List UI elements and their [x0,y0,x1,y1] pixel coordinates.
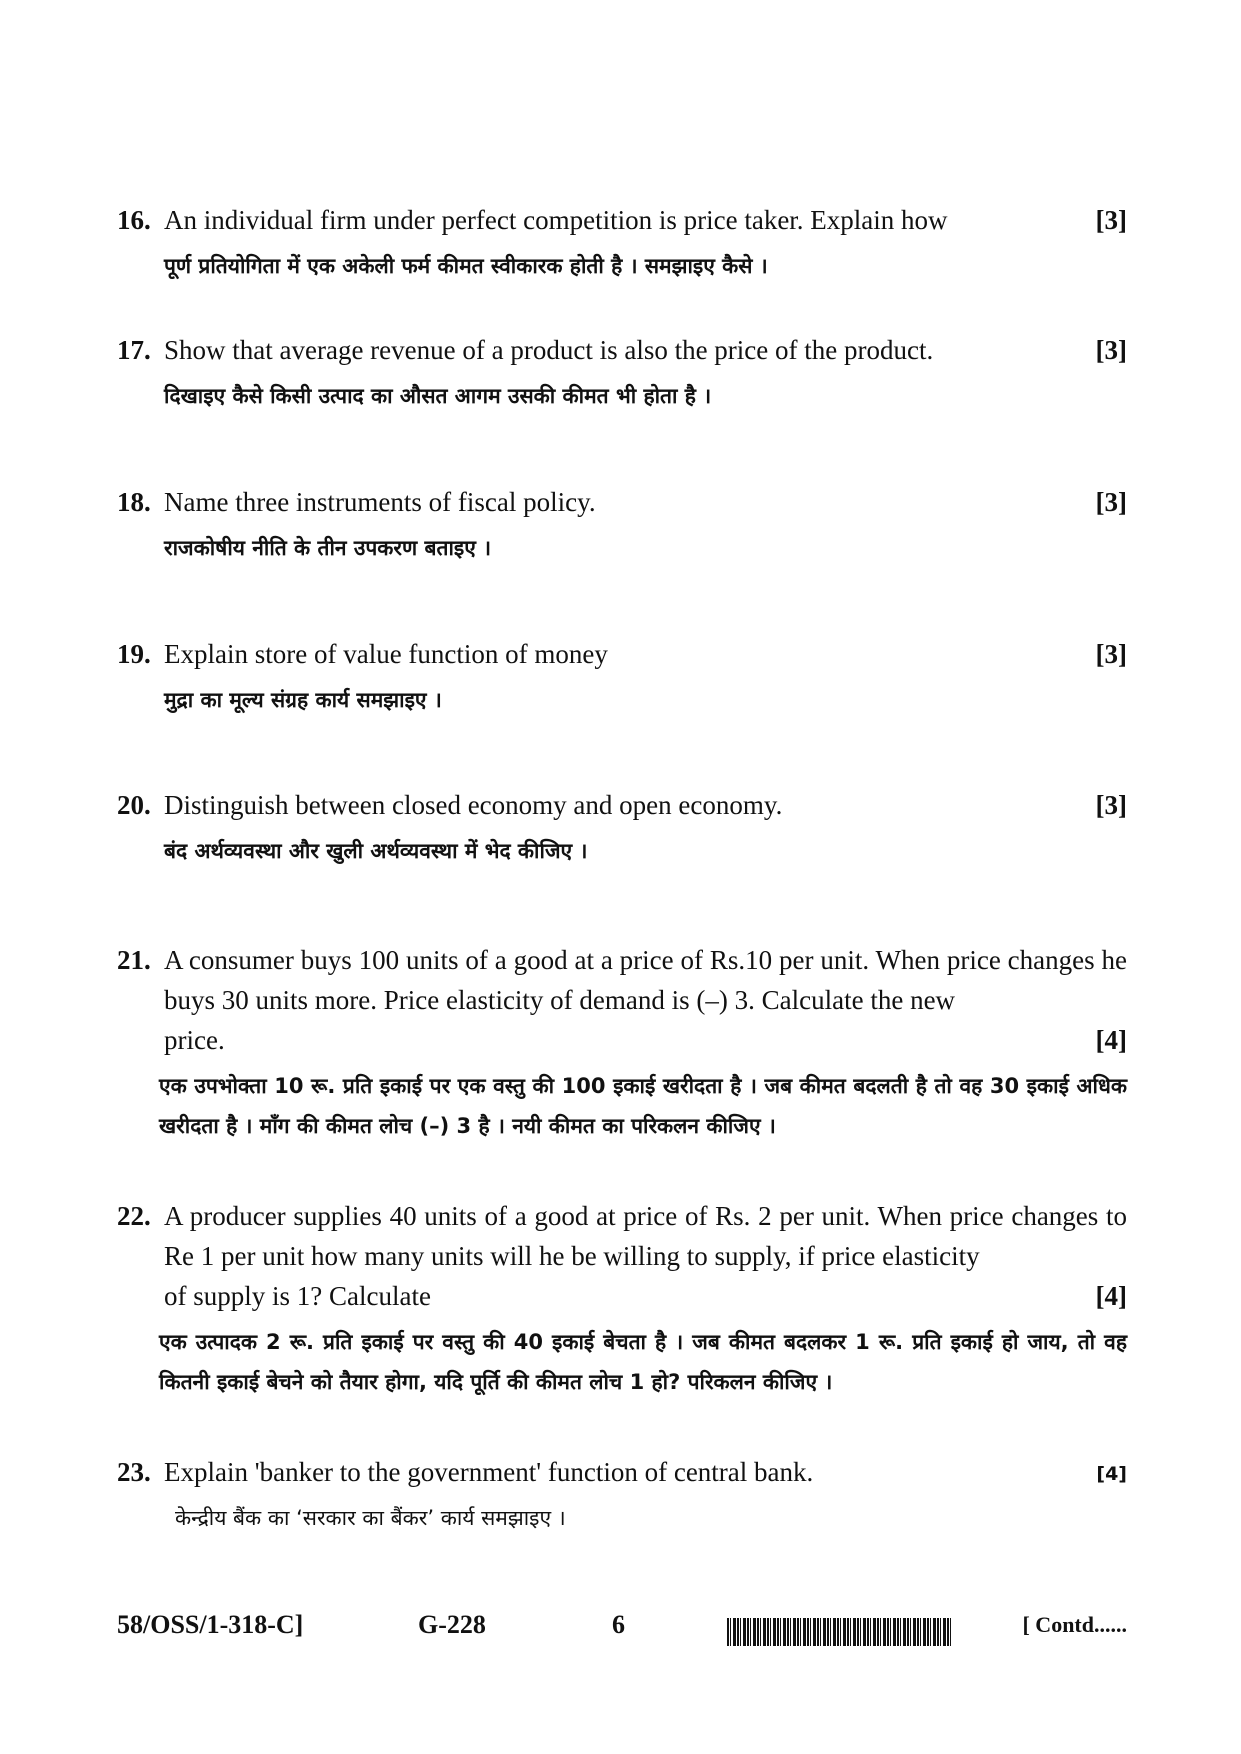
marks-label: [3] [1095,487,1127,517]
question-text-hindi: एक उपभोक्ता 10 रू. प्रति इकाई पर एक वस्तु की 100 इकाई खरीदता है । जब कीमत बदलती है तो वह 30 इकाई अधिक खरीदता है । माँग की कीमत लोच (–) 3 है । नयी कीमत का परिकलन कीजिए । [159,1074,1127,1138]
marks-label: [4] [1095,1281,1127,1311]
question-21 [117,940,1127,1146]
question-17 [117,330,1127,416]
question-text-english: Explain store of value function of money [164,639,608,669]
question-22 [117,1196,1127,1402]
question-text-hindi: केन्द्रीय बैंक का ‘सरकार का बैंकर’ कार्य समझाइए । [175,1506,566,1530]
question-text-english-end: price. [164,1025,225,1055]
question-number: 21. [117,945,151,975]
question-number: 16. [117,205,151,235]
question-text-english: A consumer buys 100 units of a good at a price of Rs.10 per unit. When price changes he buys 30 units more. Price elasticity of demand is (–) 3. Calculate the new [164,945,1127,1015]
question-text-hindi: एक उत्पादक 2 रू. प्रति इकाई पर वस्तु की 40 इकाई बेचता है । जब कीमत बदलकर 1 रू. प्रति इकाई हो जाय, तो वह कितनी इकाई बेचने को तैयार होगा, यदि पूर्ति की कीमत लोच 1 हो? परिकलन कीजिए । [159,1330,1127,1394]
marks-label: [4] [1095,1025,1127,1055]
series-code: G-228 [418,1610,486,1639]
question-text-hindi: मुद्रा का मूल्य संग्रह कार्य समझाइए । [164,688,442,712]
question-text-english: Name three instruments of fiscal policy. [164,487,596,517]
question-number: 23. [117,1457,151,1487]
question-16 [117,200,1127,286]
paper-code: 58/OSS/1-318-C] [117,1610,304,1639]
question-number: 19. [117,639,151,669]
question-text-hindi: पूर्ण प्रतियोगिता में एक अकेली फर्म कीमत स्वीकारक होती है । समझाइए कैसे । [164,254,768,278]
question-text-english: Explain 'banker to the government' function of central bank. [164,1457,814,1487]
question-23 [117,1452,1127,1538]
question-text-english: An individual firm under perfect competition is price taker. Explain how [164,205,948,235]
marks-label: [4] [1096,1463,1127,1485]
question-number: 17. [117,335,151,365]
question-text-english: A producer supplies 40 units of a good at price of Rs. 2 per unit. When price changes to Re 1 per unit how many units will he be willing to supply, if price elasticity [164,1201,1127,1271]
question-number: 22. [117,1201,151,1231]
marks-label: [3] [1095,639,1127,669]
page-footer [117,1610,1127,1650]
question-19 [117,634,1127,720]
barcode [727,1618,952,1646]
question-text-hindi: दिखाइए कैसे किसी उत्पाद का औसत आगम उसकी कीमत भी होता है । [164,384,712,408]
marks-label: [3] [1095,335,1127,365]
question-number: 18. [117,487,151,517]
page-number: 6 [612,1610,625,1639]
question-text-english: Distinguish between closed economy and open economy. [164,790,783,820]
question-text-hindi: बंद अर्थव्यवस्था और खुली अर्थव्यवस्था में भेद कीजिए । [164,839,588,863]
question-text-english-end: of supply is 1? Calculate [164,1281,431,1311]
question-18 [117,482,1127,568]
question-number: 20. [117,790,151,820]
question-20 [117,785,1127,871]
question-text-english: Show that average revenue of a product is also the price of the product. [164,335,934,365]
continued-label: [ Contd...... [1022,1612,1127,1637]
marks-label: [3] [1095,205,1127,235]
question-text-hindi: राजकोषीय नीति के तीन उपकरण बताइए । [164,536,492,560]
marks-label: [3] [1095,790,1127,820]
